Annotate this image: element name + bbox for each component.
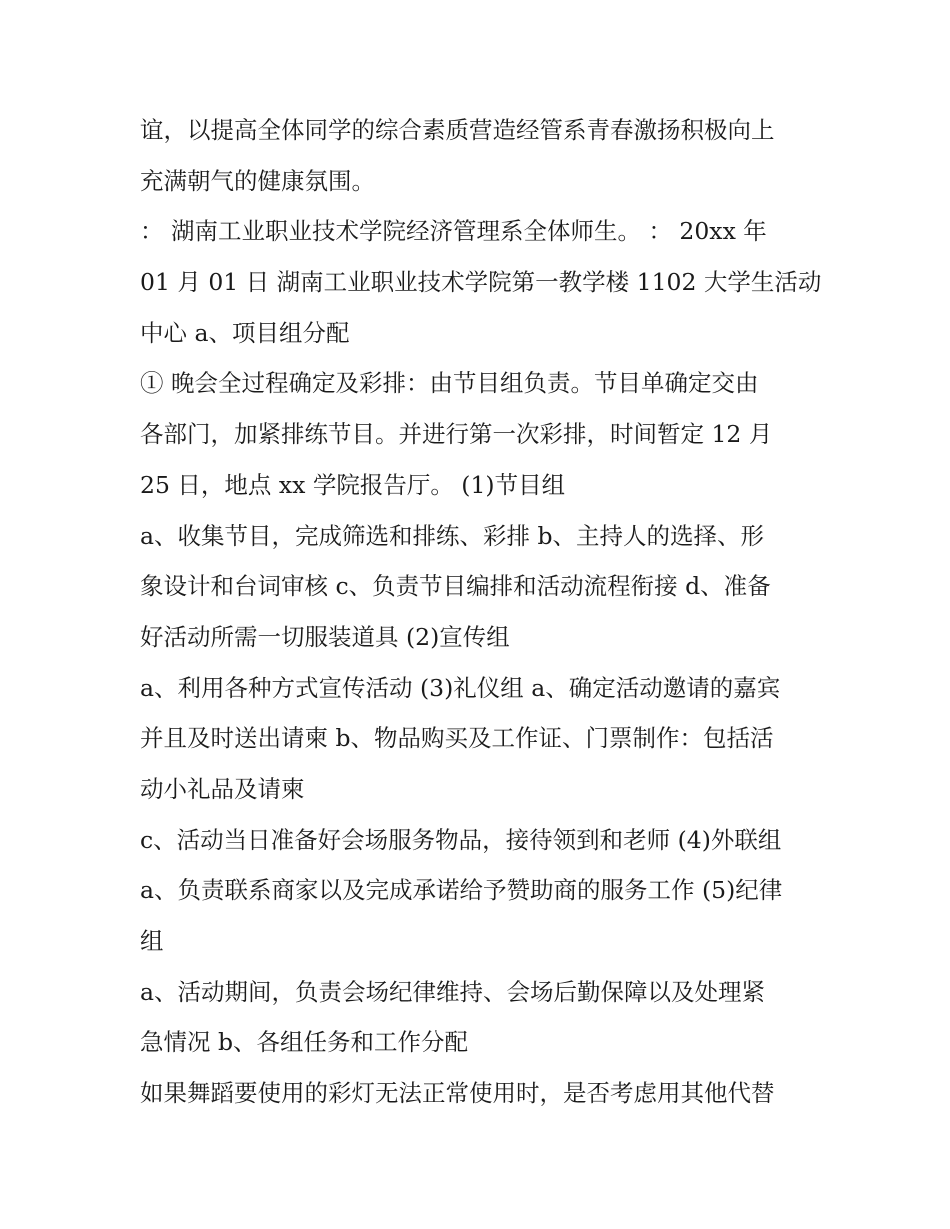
text-line: 充满朝气的健康氛围。 bbox=[140, 166, 375, 195]
text-line: ： 湖南工业职业技术学院经济管理系全体师生。 ： 20xx 年 bbox=[140, 217, 767, 246]
text-line: a、收集节目，完成筛选和排练、彩排 b、主持人的选择、形 bbox=[140, 521, 765, 550]
body-text bbox=[140, 105, 830, 1119]
text-line: 如果舞蹈要使用的彩灯无法正常使用时，是否考虑用其他代替 bbox=[140, 1079, 775, 1108]
text-line: a、利用各种方式宣传活动 (3)礼仪组 a、确定活动邀请的嘉宾 bbox=[140, 673, 781, 702]
text-line: 中心 a、项目组分配 bbox=[140, 318, 350, 347]
text-line: a、负责联系商家以及完成承诺给予赞助商的服务工作 (5)纪律 bbox=[140, 876, 783, 905]
text-line: c、活动当日准备好会场服务物品，接待领到和老师 (4)外联组 bbox=[140, 825, 782, 854]
text-line: 好活动所需一切服装道具 (2)宣传组 bbox=[140, 622, 510, 651]
text-line: 25 日，地点 xx 学院报告厅。 (1)节目组 bbox=[140, 470, 566, 499]
text-line: 01 月 01 日 湖南工业职业技术学院第一教学楼 1102 大学生活动 bbox=[140, 268, 822, 297]
text-line: 象设计和台词审核 c、负责节目编排和活动流程衔接 d、准备 bbox=[140, 572, 771, 601]
text-line: 各部门，加紧排练节目。并进行第一次彩排，时间暂定 12 月 bbox=[140, 420, 773, 449]
text-line: 并且及时送出请柬 b、物品购买及工作证、门票制作：包括活 bbox=[140, 724, 774, 753]
text-line: 急情况 b、各组任务和工作分配 bbox=[140, 1028, 469, 1057]
text-line: 组 bbox=[140, 927, 164, 955]
text-line: 动小礼品及请柬 bbox=[140, 774, 305, 803]
text-line: 谊，以提高全体同学的综合素质营造经管系青春激扬积极向上 bbox=[140, 116, 775, 144]
text-line: a、活动期间，负责会场纪律维持、会场后勤保障以及处理紧 bbox=[140, 977, 766, 1006]
text-line: ① 晚会全过程确定及彩排：由节目组负责。节目单确定交由 bbox=[140, 369, 759, 398]
